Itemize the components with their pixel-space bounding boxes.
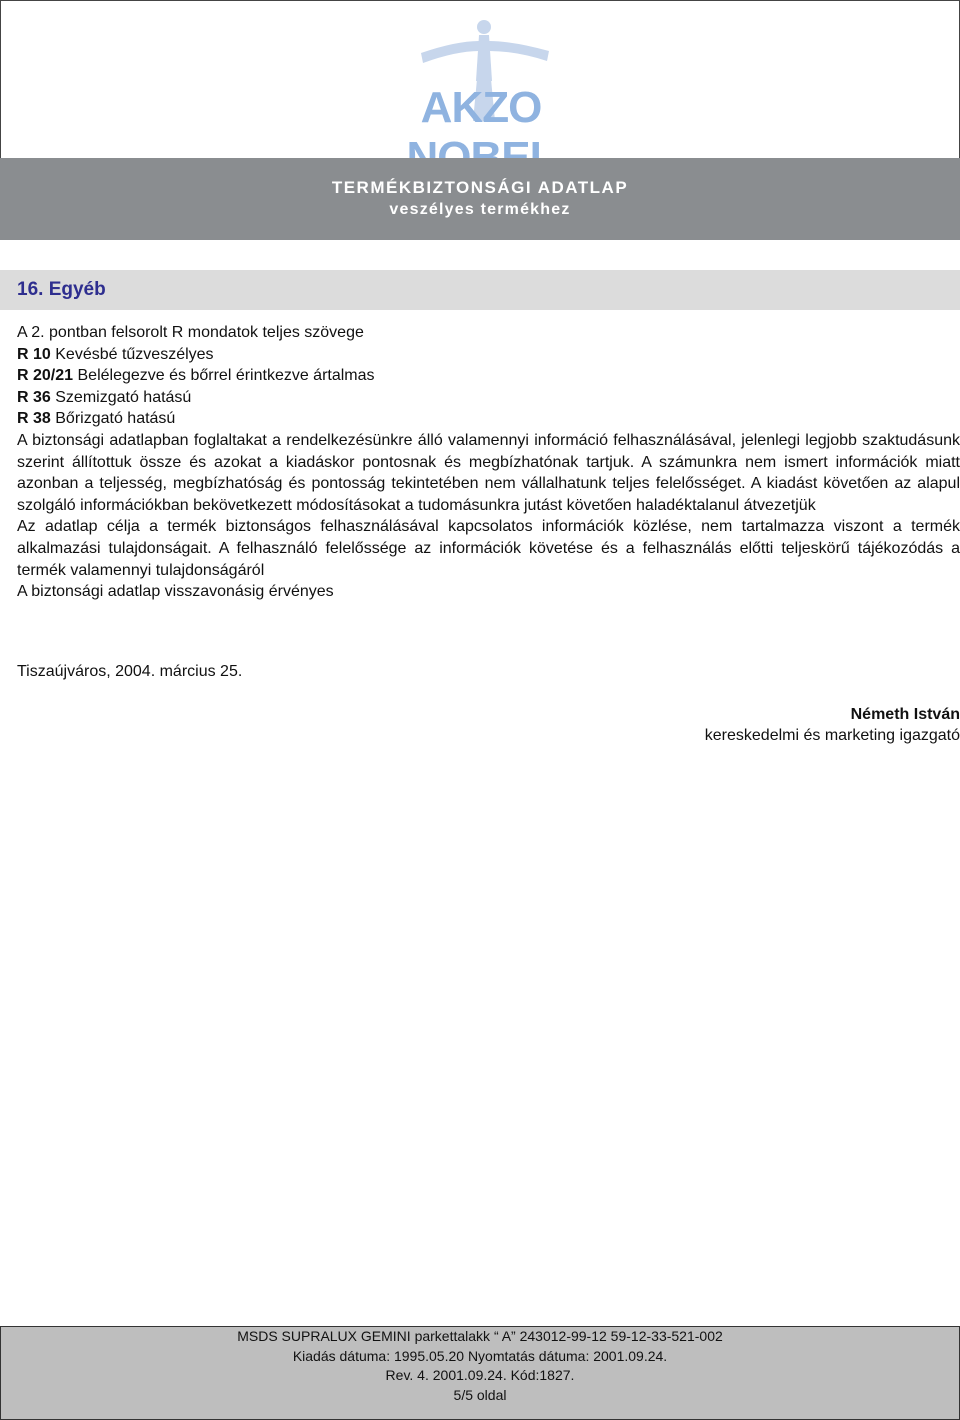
logo-area xyxy=(0,0,960,159)
document-title: TERMÉKBIZTONSÁGI ADATLAP xyxy=(331,178,629,197)
r-text: Szemizgató hatású xyxy=(55,388,192,406)
r-sentence xyxy=(17,408,960,430)
document-subtitle: veszélyes termékhez xyxy=(389,201,571,218)
r-text: Kevésbé tűzveszélyes xyxy=(55,345,214,363)
footer-dates-line: Kiadás dátuma: 1995.05.20 Nyomtatás dátuma: 2001.09.24. xyxy=(292,1347,668,1364)
purpose-paragraph: Az adatlap célja a termék biztonságos felhasználásával kapcsolatos információk közlése, nem tartalmazza viszont a termék alkalmazási tulajdonságait. A felhasználó felelőssége az információk követése és a felhasználás előtti teljeskörű tájékozódás a termék valamennyi tulajdonságáról xyxy=(17,518,960,579)
disclaimer-paragraph: A biztonsági adatlapban foglaltakat a rendelkezésünkre álló valamennyi információ felhasználásával, jelenlegi legjobb szaktudásunk szerint állítottuk össze és azokat a kiadáskor pontosnak és megbízhatónak tartjuk. A számunkra nem ismert információk miatt azonban a teljesség, megbízhatóság és pontosság tekintetében nem vállalhatunk teljes felelősséget. A kiadást követően az alapul szolgáló információkban bekövetkezett módosításokat a tudomásunkra jutást követően haladéktalanul átvezetjük xyxy=(17,431,960,514)
r-text: Belélegezve és bőrrel érintkezve ártalmas xyxy=(77,367,375,385)
r-sentence xyxy=(17,387,960,409)
section-header xyxy=(0,270,960,310)
section-title: 16. Egyéb xyxy=(17,279,106,300)
r-sentence xyxy=(17,365,960,387)
r-code: R 20/21 xyxy=(17,367,74,385)
logo-text: AKZO xyxy=(420,83,542,132)
validity-paragraph: A biztonsági adatlap visszavonásig érvényes xyxy=(17,583,334,601)
r-code: R 38 xyxy=(17,410,51,428)
section-content xyxy=(17,322,960,603)
footer-revision-line: Rev. 4. 2001.09.24. Kód:1827. xyxy=(385,1367,575,1383)
company-logo xyxy=(361,11,601,131)
signatory-name: Németh István xyxy=(850,706,960,723)
footer-product-line: MSDS SUPRALUX GEMINI parkettalakk “ A” 243012-99-12 59-12-33-521-002 xyxy=(237,1328,723,1344)
document-footer xyxy=(0,1326,960,1420)
r-code: R 10 xyxy=(17,345,51,363)
intro-line: A 2. pontban felsorolt R mondatok teljes szövege xyxy=(17,324,364,341)
document-header xyxy=(0,158,960,240)
r-sentence xyxy=(17,344,960,366)
r-text: Bőrizgató hatású xyxy=(55,410,176,428)
place-date: Tiszaújváros, 2004. március 25. xyxy=(17,663,243,680)
footer-page-number: 5/5 oldal xyxy=(453,1386,507,1403)
signatory-role: kereskedelmi és marketing igazgató xyxy=(704,727,960,744)
r-code: R 36 xyxy=(17,388,51,406)
